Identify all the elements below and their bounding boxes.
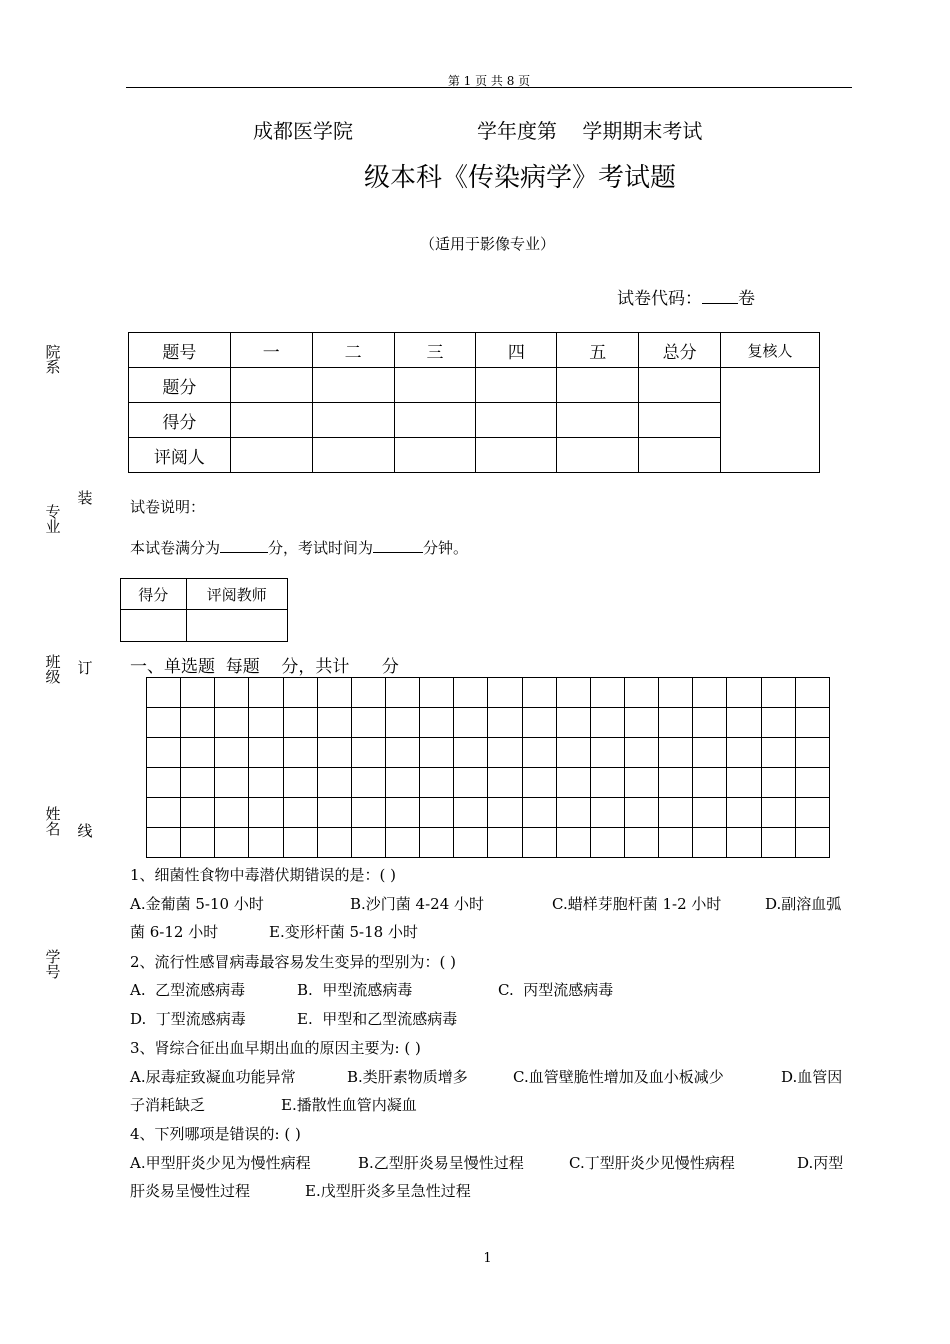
full-score-blank[interactable] <box>220 552 268 553</box>
answer-grid-cell[interactable] <box>761 798 795 828</box>
answer-grid-cell[interactable] <box>659 738 693 768</box>
answer-grid-row <box>147 738 830 768</box>
reviewer-label: 复核人 <box>721 333 820 368</box>
answer-grid-cell[interactable] <box>215 768 249 798</box>
answer-grid-row <box>147 768 830 798</box>
answer-grid-row <box>147 708 830 738</box>
answer-grid-cell[interactable] <box>385 768 419 798</box>
section1-title: 一、单选题 每题 分，共计 分 <box>130 657 399 677</box>
answer-grid-cell[interactable] <box>556 708 590 738</box>
answer-grid-row <box>147 678 830 708</box>
side-label-student-id: 学号 <box>45 948 61 981</box>
question-1-option-c: C.蜡样芽胞杆菌 1-2 小时 <box>552 895 722 913</box>
answer-grid-cell[interactable] <box>795 708 829 738</box>
answer-grid-cell[interactable] <box>249 708 283 738</box>
answer-grid-cell[interactable] <box>556 738 590 768</box>
answer-grid-cell[interactable] <box>454 678 488 708</box>
answer-grid-cell[interactable] <box>385 738 419 768</box>
question-4-option-c: C.丁型肝炎少见慢性病程 <box>569 1154 735 1172</box>
answer-grid-cell[interactable] <box>181 828 215 858</box>
question-3-option-c: C.血管壁脆性增加及血小板减少 <box>513 1068 724 1086</box>
score-cell[interactable] <box>476 403 557 438</box>
answer-grid-cell[interactable] <box>317 708 351 738</box>
question-1-option-b: B.沙门菌 4-24 小时 <box>350 895 485 913</box>
full-score-prefix: 本试卷满分为 <box>130 539 221 557</box>
question-1-option-e: E.变形杆菌 5-18 小时 <box>269 923 418 941</box>
side-label-department: 院系 <box>45 343 61 376</box>
answer-grid-cell[interactable] <box>351 678 385 708</box>
col-header-5: 五 <box>557 333 639 368</box>
answer-grid-cell[interactable] <box>283 738 317 768</box>
answer-grid-cell[interactable] <box>351 768 385 798</box>
answer-grid-cell[interactable] <box>215 738 249 768</box>
answer-grid-cell[interactable] <box>522 768 556 798</box>
side-label-staple: 订 <box>77 659 93 677</box>
answer-grid-cell[interactable] <box>317 738 351 768</box>
question-3-stem: 3、肾综合征出血早期出血的原因主要为: ( ) <box>130 1039 421 1057</box>
answer-grid-cell[interactable] <box>590 738 624 768</box>
row-header-question-no: 题号 <box>129 333 231 368</box>
answer-grid-cell[interactable] <box>693 678 727 708</box>
answer-grid-cell[interactable] <box>556 828 590 858</box>
answer-grid-cell[interactable] <box>488 738 522 768</box>
answer-grid <box>146 677 830 858</box>
answer-grid-cell[interactable] <box>488 708 522 738</box>
side-label-bind: 装 <box>77 489 93 507</box>
answer-grid-cell[interactable] <box>761 828 795 858</box>
answer-grid-cell[interactable] <box>147 708 181 738</box>
answer-grid-cell[interactable] <box>761 738 795 768</box>
question-3-option-d-cont: 子消耗缺乏 <box>130 1096 206 1114</box>
answer-grid-cell[interactable] <box>420 708 454 738</box>
answer-grid-cell[interactable] <box>283 828 317 858</box>
answer-grid-cell[interactable] <box>659 828 693 858</box>
answer-grid-cell[interactable] <box>351 828 385 858</box>
score-cell[interactable] <box>557 438 639 473</box>
answer-grid-cell[interactable] <box>795 768 829 798</box>
answer-grid-cell[interactable] <box>181 768 215 798</box>
answer-grid-cell[interactable] <box>659 768 693 798</box>
full-score-suffix: 分，考试时间为 <box>268 539 374 557</box>
answer-grid-cell[interactable] <box>317 768 351 798</box>
answer-grid-cell[interactable] <box>317 798 351 828</box>
answer-grid-cell[interactable] <box>727 828 761 858</box>
answer-grid-cell[interactable] <box>590 678 624 708</box>
answer-grid-cell[interactable] <box>488 678 522 708</box>
page-indicator: 第 1 页 共 8 页 <box>447 74 531 88</box>
answer-grid-cell[interactable] <box>283 678 317 708</box>
answer-grid-cell[interactable] <box>522 708 556 738</box>
answer-grid-cell[interactable] <box>249 828 283 858</box>
answer-grid-cell[interactable] <box>761 678 795 708</box>
col-header-total: 总分 <box>639 333 721 368</box>
row-header-max-score: 题分 <box>129 368 231 403</box>
school-name: 成都医学院 <box>253 119 353 143</box>
paper-code-label: 试卷代码： <box>617 289 702 309</box>
exam-title: 级本科《传染病学》考试题 <box>363 163 676 193</box>
score-cell[interactable] <box>230 368 312 403</box>
answer-grid-row <box>147 798 830 828</box>
answer-grid-cell[interactable] <box>727 738 761 768</box>
question-4-option-e: E.戊型肝炎多呈急性过程 <box>305 1182 471 1200</box>
answer-grid-cell[interactable] <box>795 738 829 768</box>
answer-grid-cell[interactable] <box>420 768 454 798</box>
answer-grid-cell[interactable] <box>624 708 658 738</box>
answer-grid-cell[interactable] <box>385 678 419 708</box>
answer-grid-cell[interactable] <box>454 798 488 828</box>
answer-grid-cell[interactable] <box>488 828 522 858</box>
answer-grid-cell[interactable] <box>693 768 727 798</box>
side-label-major: 专业 <box>45 503 61 536</box>
answer-grid-cell[interactable] <box>522 828 556 858</box>
answer-grid-cell[interactable] <box>283 708 317 738</box>
answer-grid-cell[interactable] <box>693 738 727 768</box>
answer-grid-cell[interactable] <box>454 828 488 858</box>
answer-grid-cell[interactable] <box>761 768 795 798</box>
answer-grid-cell[interactable] <box>385 828 419 858</box>
question-4-option-d-cont: 肝炎易呈慢性过程 <box>130 1182 251 1200</box>
answer-grid-cell[interactable] <box>420 738 454 768</box>
question-1-stem: 1、细菌性食物中毒潜伏期错误的是：( ) <box>130 866 397 884</box>
answer-grid-cell[interactable] <box>351 708 385 738</box>
answer-grid-cell[interactable] <box>693 708 727 738</box>
side-label-class: 班级 <box>45 653 61 686</box>
answer-grid-cell[interactable] <box>147 768 181 798</box>
grader-table <box>120 578 288 642</box>
question-3-option-d: D.血管因 <box>781 1068 843 1086</box>
side-label-name: 姓名 <box>45 805 61 838</box>
side-label-line: 线 <box>77 822 93 840</box>
answer-grid-cell[interactable] <box>181 798 215 828</box>
answer-grid-cell[interactable] <box>420 798 454 828</box>
answer-grid-cell[interactable] <box>249 738 283 768</box>
paper-code-suffix: 卷 <box>738 289 755 309</box>
exam-subtitle: （适用于影像专业） <box>419 235 555 253</box>
term-title: 学年度第 学期期末考试 <box>477 119 703 143</box>
grader-teacher-label: 评阅教师 <box>186 579 287 610</box>
answer-grid-cell[interactable] <box>624 678 658 708</box>
question-1-option-a: A.金葡菌 5-10 小时 <box>130 895 264 913</box>
answer-grid-cell[interactable] <box>659 678 693 708</box>
score-cell[interactable] <box>557 403 639 438</box>
score-cell[interactable] <box>394 438 476 473</box>
question-1-option-d: D.副溶血弧 <box>765 895 842 913</box>
answer-grid-cell[interactable] <box>147 798 181 828</box>
answer-grid-cell[interactable] <box>249 768 283 798</box>
answer-grid-cell[interactable] <box>693 798 727 828</box>
paper-code-blank[interactable] <box>702 303 738 304</box>
reviewer-cell[interactable] <box>721 368 820 473</box>
score-cell[interactable] <box>394 368 476 403</box>
answer-grid-cell[interactable] <box>624 738 658 768</box>
answer-grid-cell[interactable] <box>385 798 419 828</box>
answer-grid-cell[interactable] <box>181 708 215 738</box>
instructions-text <box>130 537 468 558</box>
answer-grid-cell[interactable] <box>761 708 795 738</box>
score-cell[interactable] <box>639 368 721 403</box>
grader-score-label: 得分 <box>121 579 187 610</box>
score-cell[interactable] <box>394 403 476 438</box>
time-suffix: 分钟。 <box>423 539 469 557</box>
question-3-option-a: A.尿毒症致凝血功能异常 <box>130 1068 296 1086</box>
answer-grid-cell[interactable] <box>556 798 590 828</box>
answer-grid-cell[interactable] <box>590 798 624 828</box>
answer-grid-cell[interactable] <box>317 678 351 708</box>
question-2-option-c: C. 丙型流感病毒 <box>498 981 614 999</box>
answer-grid-cell[interactable] <box>727 678 761 708</box>
paper-code <box>617 284 755 309</box>
answer-grid-cell[interactable] <box>454 708 488 738</box>
answer-grid-cell[interactable] <box>249 678 283 708</box>
col-header-2: 二 <box>312 333 394 368</box>
answer-grid-cell[interactable] <box>147 828 181 858</box>
answer-grid-cell[interactable] <box>556 678 590 708</box>
answer-grid-cell[interactable] <box>795 678 829 708</box>
answer-grid-cell[interactable] <box>181 738 215 768</box>
instructions-heading: 试卷说明： <box>130 498 206 516</box>
question-4-option-d: D.丙型 <box>797 1154 844 1172</box>
answer-grid-cell[interactable] <box>283 768 317 798</box>
grader-teacher-cell[interactable] <box>186 610 287 642</box>
col-header-4: 四 <box>476 333 557 368</box>
answer-grid-cell[interactable] <box>147 678 181 708</box>
score-cell[interactable] <box>312 438 394 473</box>
answer-grid-cell[interactable] <box>624 828 658 858</box>
question-2-option-d: D. 丁型流感病毒 <box>130 1010 246 1028</box>
score-table <box>128 332 820 473</box>
question-4-option-a: A.甲型肝炎少见为慢性病程 <box>130 1154 311 1172</box>
answer-grid-cell[interactable] <box>556 768 590 798</box>
answer-grid-cell[interactable] <box>249 798 283 828</box>
score-cell[interactable] <box>476 368 557 403</box>
answer-grid-cell[interactable] <box>351 798 385 828</box>
question-3-option-e: E.播散性血管内凝血 <box>281 1096 417 1114</box>
question-2-option-b: B. 甲型流感病毒 <box>297 981 413 999</box>
answer-grid-cell[interactable] <box>420 828 454 858</box>
score-cell[interactable] <box>230 403 312 438</box>
exam-time-blank[interactable] <box>373 552 423 553</box>
question-3-option-b: B.类肝素物质增多 <box>347 1068 468 1086</box>
answer-grid-cell[interactable] <box>454 738 488 768</box>
answer-grid-cell[interactable] <box>693 828 727 858</box>
question-4-option-b: B.乙型肝炎易呈慢性过程 <box>358 1154 524 1172</box>
answer-grid-cell[interactable] <box>795 828 829 858</box>
answer-grid-cell[interactable] <box>659 708 693 738</box>
answer-grid-cell[interactable] <box>522 738 556 768</box>
question-2-stem: 2、流行性感冒病毒最容易发生变异的型别为：( ) <box>130 953 457 971</box>
answer-grid-cell[interactable] <box>215 708 249 738</box>
col-header-1: 一 <box>230 333 312 368</box>
answer-grid-cell[interactable] <box>624 798 658 828</box>
grader-score-cell[interactable] <box>121 610 187 642</box>
score-cell[interactable] <box>557 368 639 403</box>
answer-grid-cell[interactable] <box>215 678 249 708</box>
answer-grid-cell[interactable] <box>522 798 556 828</box>
answer-grid-cell[interactable] <box>624 768 658 798</box>
answer-grid-cell[interactable] <box>420 678 454 708</box>
answer-grid-cell[interactable] <box>283 798 317 828</box>
answer-grid-cell[interactable] <box>317 828 351 858</box>
answer-grid-cell[interactable] <box>215 798 249 828</box>
page-number: 1 <box>483 1251 492 1266</box>
header-rule <box>126 87 852 88</box>
score-cell[interactable] <box>639 438 721 473</box>
score-cell[interactable] <box>476 438 557 473</box>
answer-grid-cell[interactable] <box>590 768 624 798</box>
answer-grid-cell[interactable] <box>385 708 419 738</box>
answer-grid-cell[interactable] <box>659 798 693 828</box>
score-cell[interactable] <box>312 403 394 438</box>
answer-grid-cell[interactable] <box>795 798 829 828</box>
score-cell[interactable] <box>312 368 394 403</box>
answer-grid-cell[interactable] <box>181 678 215 708</box>
answer-grid-row <box>147 828 830 858</box>
answer-grid-cell[interactable] <box>351 738 385 768</box>
answer-grid-cell[interactable] <box>488 798 522 828</box>
score-cell[interactable] <box>230 438 312 473</box>
answer-grid-cell[interactable] <box>522 678 556 708</box>
answer-grid-cell[interactable] <box>590 708 624 738</box>
answer-grid-cell[interactable] <box>147 738 181 768</box>
question-1-option-d-cont: 菌 6-12 小时 <box>130 923 219 941</box>
row-header-grader: 评阅人 <box>129 438 231 473</box>
col-header-3: 三 <box>394 333 476 368</box>
question-2-option-a: A. 乙型流感病毒 <box>130 981 246 999</box>
row-header-score: 得分 <box>129 403 231 438</box>
answer-grid-cell[interactable] <box>727 708 761 738</box>
answer-grid-cell[interactable] <box>454 768 488 798</box>
answer-grid-cell[interactable] <box>727 768 761 798</box>
answer-grid-cell[interactable] <box>488 768 522 798</box>
question-4-stem: 4、下列哪项是错误的: ( ) <box>130 1125 301 1143</box>
answer-grid-cell[interactable] <box>215 828 249 858</box>
answer-grid-cell[interactable] <box>590 828 624 858</box>
answer-grid-cell[interactable] <box>727 798 761 828</box>
question-2-option-e: E. 甲型和乙型流感病毒 <box>297 1010 458 1028</box>
score-cell[interactable] <box>639 403 721 438</box>
